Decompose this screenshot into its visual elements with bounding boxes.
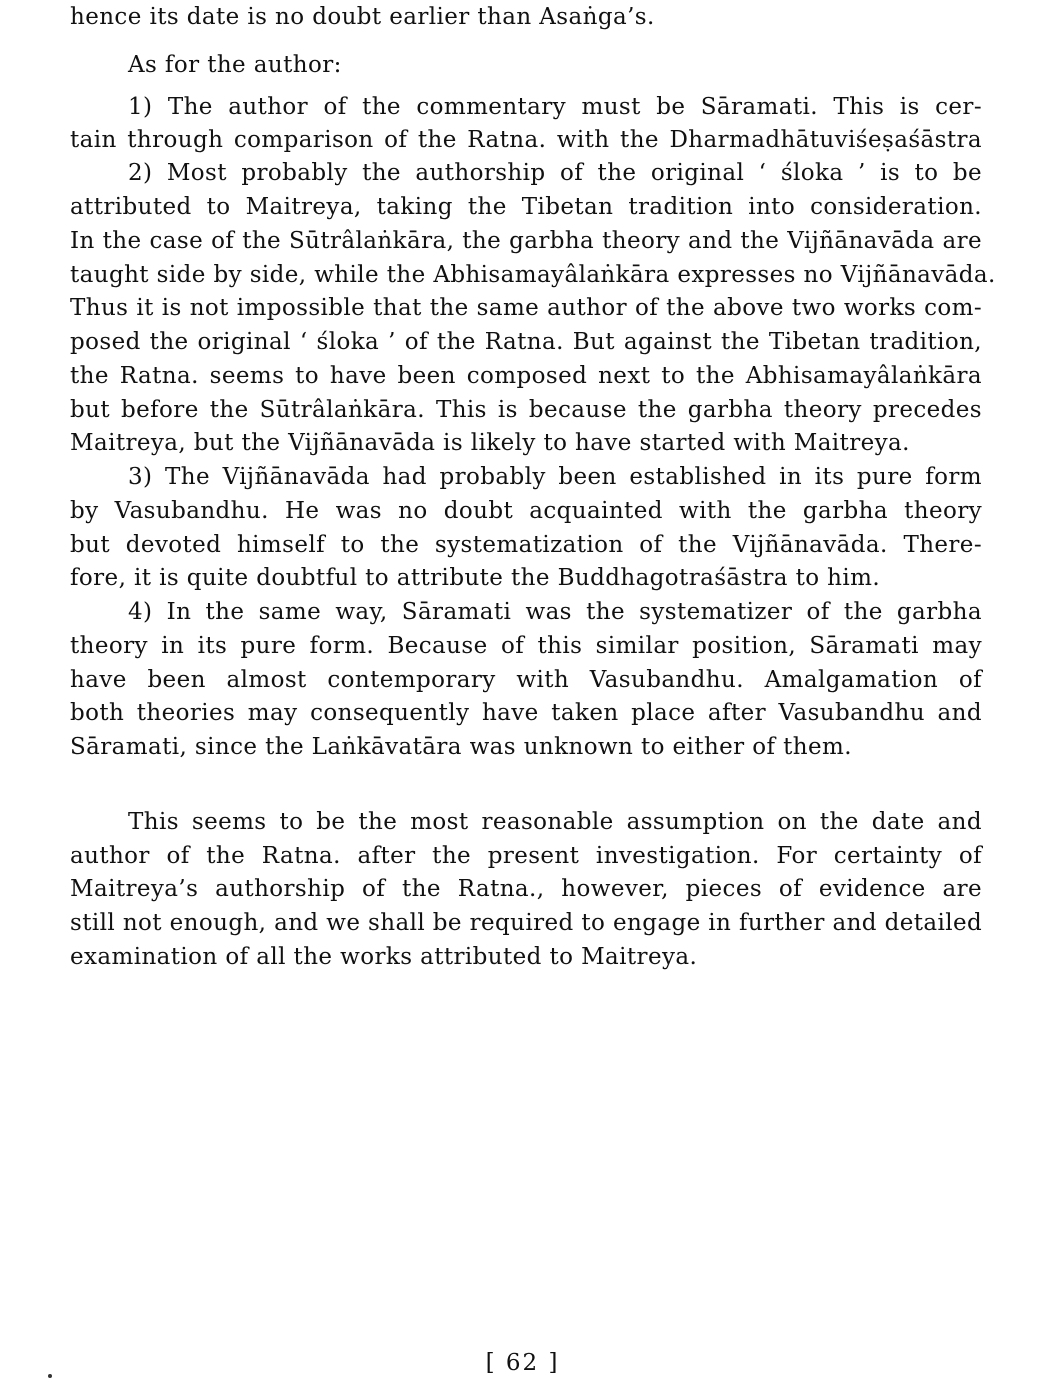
text-line-3: 1) The author of the commentary must be Sāramati. This is cer- — [128, 94, 982, 120]
text-line-18: 4) In the same way, Sāramati was the systematizer of the garbha — [128, 599, 982, 625]
text-line-1: hence its date is no doubt earlier than Asaṅga’s. — [70, 4, 655, 30]
text-line-11: the Ratna. seems to have been composed next to the Abhisamayâlaṅkāra — [70, 363, 982, 389]
text-line-13: Maitreya, but the Vijñānavāda is likely to have started with Maitreya. — [70, 430, 910, 456]
text-line-12: but before the Sūtrâlaṅkāra. This is because the garbha theory precedes — [70, 397, 982, 423]
text-line-17: fore, it is quite doubtful to attribute the Buddhagotraśāstra to him. — [70, 565, 881, 591]
text-line-5: 2) Most probably the authorship of the original ‘ śloka ’ is to be — [128, 160, 982, 186]
text-line-15: by Vasubandhu. He was no doubt acquainted with the garbha theory — [70, 498, 982, 524]
text-line-19: theory in its pure form. Because of this similar position, Sāramati may — [70, 633, 982, 659]
text-line-10: posed the original ‘ śloka ’ of the Ratna. But against the Tibetan tradition, — [70, 329, 982, 355]
text-line-21: both theories may consequently have taken place after Vasubandhu and — [70, 700, 982, 726]
scan-speck — [48, 1374, 52, 1378]
text-line-16: but devoted himself to the systematization of the Vijñānavāda. There- — [70, 532, 982, 558]
text-line-20: have been almost contemporary with Vasubandhu. Amalgamation of — [70, 667, 982, 693]
text-line-26: still not enough, and we shall be required to engage in further and detailed — [70, 910, 983, 936]
page-number: [ 62 ] — [485, 1350, 560, 1376]
text-line-9: Thus it is not impossible that the same author of the above two works com- — [70, 295, 982, 321]
text-line-6: attributed to Maitreya, taking the Tibetan tradition into consideration. — [70, 194, 982, 220]
text-line-2: As for the author: — [128, 52, 342, 78]
text-line-25: Maitreya’s authorship of the Ratna., however, pieces of evidence are — [70, 876, 982, 902]
text-line-27: examination of all the works attributed to Maitreya. — [70, 944, 698, 970]
text-line-8: taught side by side, while the Abhisamayâlaṅkāra expresses no Vijñānavāda. — [70, 262, 996, 288]
text-line-4: tain through comparison of the Ratna. with the Dharmadhātuviśeṣaśāstra — [70, 127, 982, 153]
text-line-14: 3) The Vijñānavāda had probably been established in its pure form — [128, 464, 982, 490]
text-line-7: In the case of the Sūtrâlaṅkāra, the garbha theory and the Vijñānavāda are — [70, 228, 982, 254]
text-line-22: Sāramati, since the Laṅkāvatāra was unknown to either of them. — [70, 734, 852, 760]
text-line-23: This seems to be the most reasonable assumption on the date and — [128, 809, 982, 835]
text-line-24: author of the Ratna. after the present investigation. For certainty of — [70, 843, 982, 869]
